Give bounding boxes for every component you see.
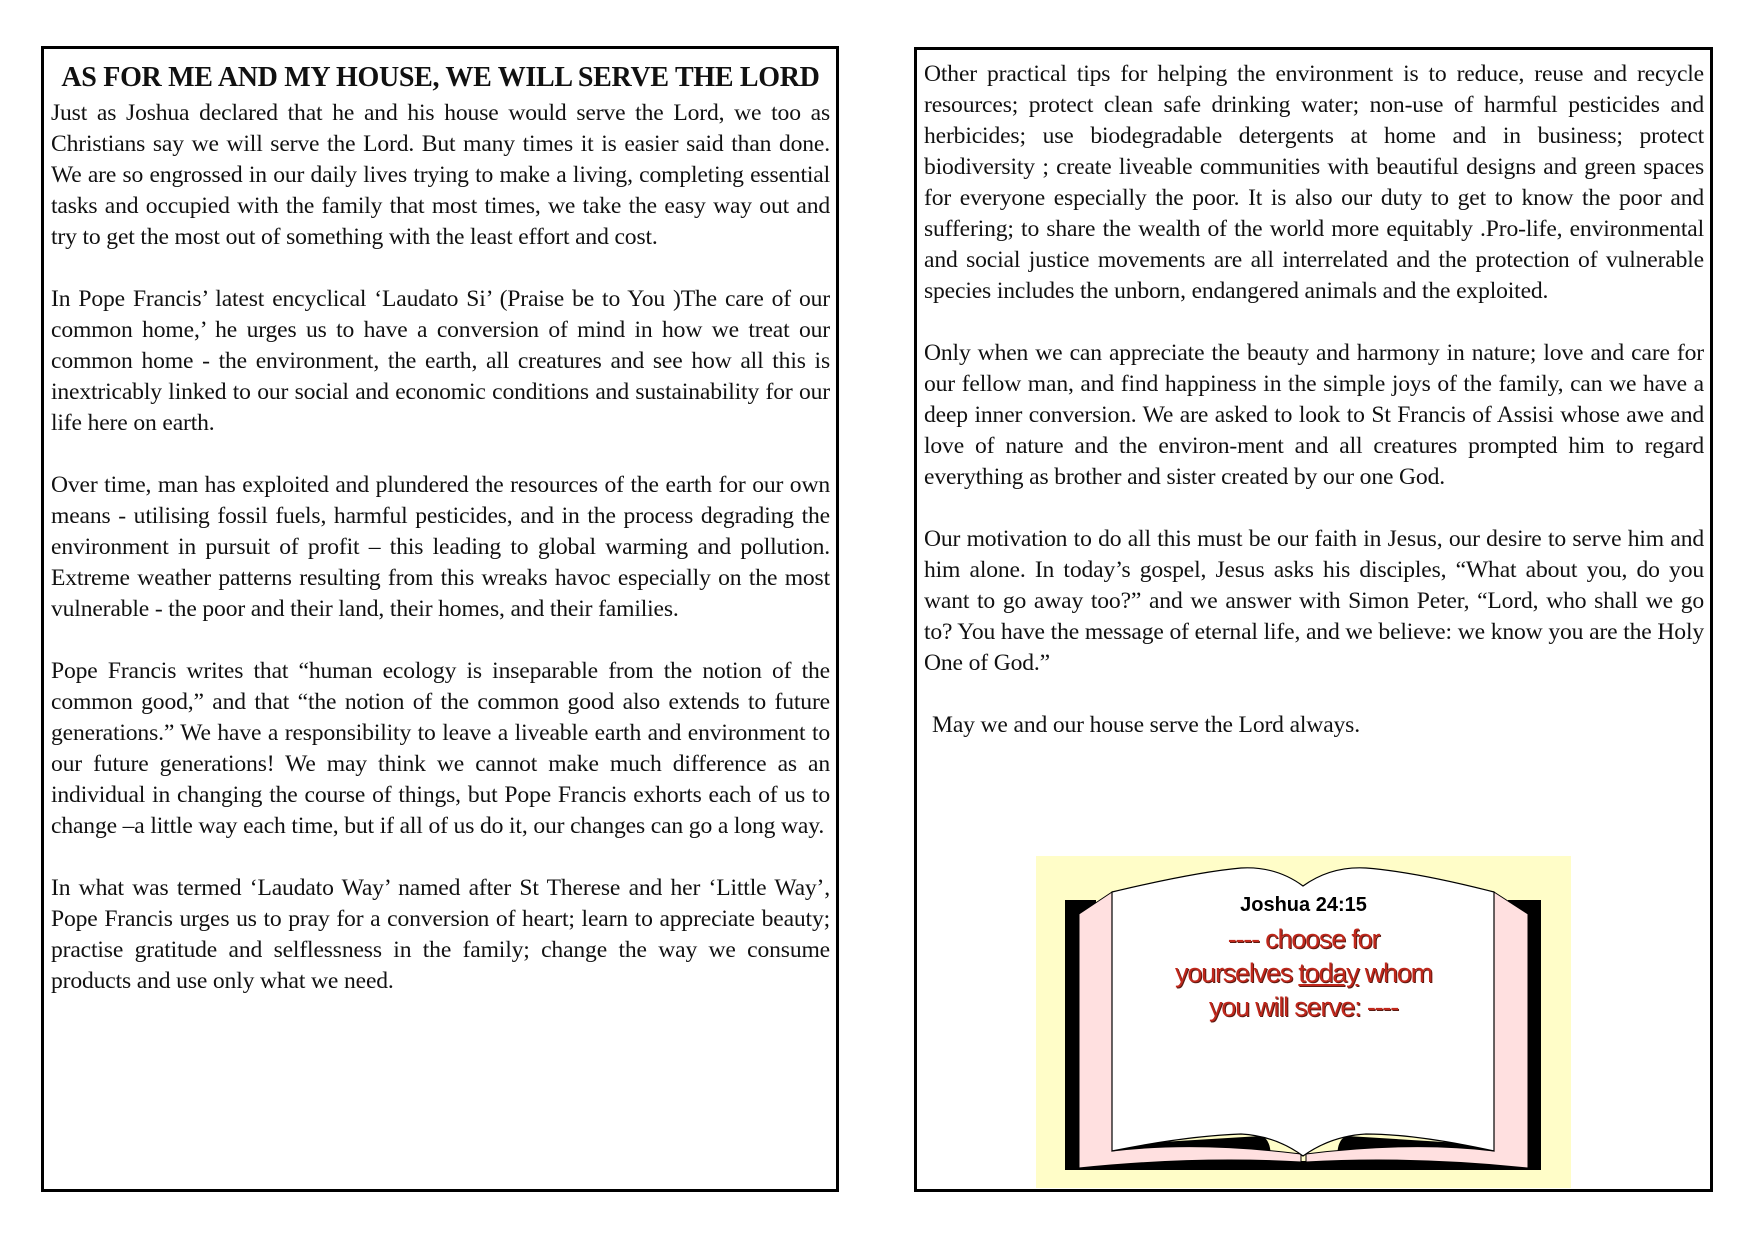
paragraph: Our motivation to do all this must be our faith in Jesus, our desire to serve him and him alone. In today’s gospel, Jesus asks his disciples, “What about you, do you want to go away too?” and we answer with Simon Peter, “Lord, who shall we go to? You have the message of eternal life, and we believe: we know you are the Holy One of God.”	[924, 526, 1704, 676]
right-article-panel	[914, 47, 1713, 1192]
verse-emphasis: today	[1298, 958, 1359, 988]
article-title: AS FOR ME AND MY HOUSE, WE WILL SERVE THE LORD	[61, 62, 820, 93]
paragraph: Other practical tips for helping the environment is to reduce, reuse and recycle resources; protect clean safe drinking water; non-use of harmful pesticides and herbicides; use biodegradable detergents at home and in business; protect biodiversity ; create liveable communities with beautiful designs and green spaces for everyone especially the poor. It is also our duty to get to know the poor and suffering; to share the wealth of the world more equitably .Pro-life, environmental and social justice movements are all interrelated and the protection of vulnerable species includes the unborn, endangered animals and the exploited.	[924, 61, 1704, 304]
paragraph: Over time, man has exploited and plundered the resources of the earth for our own means - utilising fossil fuels, harmful pesticides, and in the process degrading the environment in pursuit of profit – this leading to global warming and pollution. Extreme weather patterns resulting from this wreaks havoc especially on the most vulnerable - the poor and their land, their homes, and their families.	[51, 472, 830, 622]
left-article-panel	[41, 46, 839, 1192]
paragraph: In Pope Francis’ latest encyclical ‘Laudato Si’ (Praise be to You )The care of our common home,’ he urges us to have a conversion of mind in how we treat our common home - the environment, the earth, all creatures and see how all this is inextricably linked to our social and economic conditions and sustainability for our life here on earth.	[51, 286, 830, 436]
verse-text: yourselves	[1175, 958, 1299, 988]
scripture-reference: Joshua 24:15	[1240, 894, 1367, 916]
paragraph: Only when we can appreciate the beauty and harmony in nature; love and care for our fellow man, and find happiness in the simple joys of the family, can we have a deep inner conversion. We are asked to look to St Francis of Assisi whose awe and love of nature and the environ-ment and all creatures prompted him to regard everything as brother and sister created by our one God.	[924, 340, 1704, 490]
verse-text: whom	[1358, 958, 1432, 988]
verse-line: ---- choose for	[1227, 924, 1380, 954]
paragraph: Pope Francis writes that “human ecology is inseparable from the notion of the common good,” and that “the notion of the common good also extends to future generations.” We have a responsibility to leave a liveable earth and environment to our future generations! We may think we cannot make much difference as an individual in changing the course of things, but Pope Francis exhorts each of us to change –a little way each time, but if all of us do it, our changes can go a long way.	[51, 658, 830, 839]
paragraph: In what was termed ‘Laudato Way’ named after St Therese and her ‘Little Way’, Pope Francis urges us to pray for a conversion of heart; learn to appreciate beauty; practise gratitude and selflessness in the family; change the way we consume products and use only what we need.	[51, 875, 830, 994]
open-bible-illustration	[1036, 856, 1571, 1188]
scripture-verse	[1036, 922, 1571, 1024]
verse-line: you will serve: ----	[1208, 992, 1399, 1022]
paragraph: Just as Joshua declared that he and his house would serve the Lord, we too as Christians say we will serve the Lord. But many times it is easier said than done. We are so engrossed in our daily lives trying to make a living, completing essential tasks and occupied with the family that most times, we take the easy way out and try to get the most out of something with the least effort and cost.	[51, 100, 830, 250]
closing-line: May we and our house serve the Lord always.	[932, 712, 1360, 738]
verse-line	[1036, 956, 1571, 990]
